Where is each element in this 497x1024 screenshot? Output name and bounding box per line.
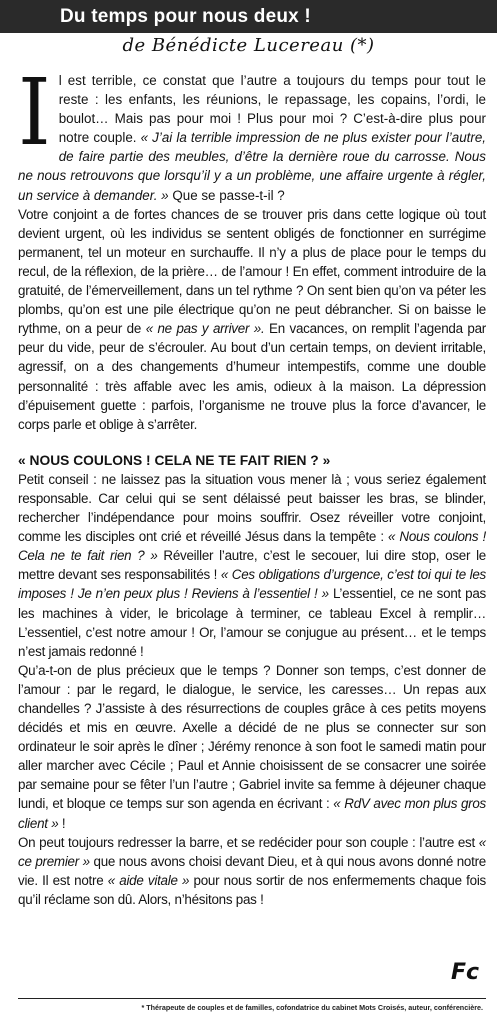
para5-quote-1: « ce premier »	[18, 834, 486, 869]
end-mark-logo: Fc	[451, 960, 480, 985]
intro-text: l est terrible, ce constat que l’autre a toujours du temps pour tout le reste : les enfants, les réunions, le repassage, les copains, l’ordi, le boulot… Mais pas pour moi ! Plus pour moi ? C’est-à-dire plus pour notre couple.	[58, 73, 486, 146]
paragraph-5	[18, 833, 486, 909]
article-body	[18, 59, 487, 909]
paragraph-3	[18, 470, 486, 661]
para3-text-a: Petit conseil : ne laissez pas la situation vous mener là ; vous seriez également responsable. Car celui qui se sent délaissé peut baisser les bras, se blinder, rechercher l’indépendance pour moins souffrir. Osez réveiller votre conjoint, comme les disciples ont crié et réveillé Jésus dans la tempête :	[18, 471, 486, 545]
para5-text-b: que nous avons choisi devant Dieu, et à qui nous avons donné notre vie. Il est notre	[18, 853, 487, 888]
intro-end: Que se passe-t-il ?	[168, 187, 285, 203]
author-byline: de Bénédicte Lucereau (*)	[122, 35, 375, 56]
author-footnote: * Thérapeute de couples et de familles, cofondatrice du cabinet Mots Croisés, auteur, conférencière.	[141, 1003, 483, 1012]
paragraph-2	[18, 205, 486, 434]
drop-cap: I	[18, 59, 51, 166]
para3-quote-2: « Ces obligations d’urgence, c’est toi qui te les imposes ! Je n’en peux plus ! Reviens à l’essentiel ! »	[18, 567, 486, 602]
article-title: Du temps pour nous deux !	[0, 0, 497, 33]
para5-text-c: pour nous sortir de nos enfermements chaque fois qu’il réclame son dû. Alors, n’hésitons pas !	[18, 872, 486, 907]
para3-text-b: Réveiller l’autre, c’est le secouer, lui dire stop, oser le mettre devant ses responsabilités !	[18, 548, 487, 583]
paragraph-4	[18, 661, 486, 833]
intro-quote: « J’ai la terrible impression de ne plus exister pour l’autre, de faire partie des meubles, d’être la dernière roue du carrosse. Nous ne nous retrouvons que lorsqu’il y a un problème, une affaire urgente à régler, un service à demander. »	[18, 130, 486, 203]
para3-quote-1: « Nous coulons ! Cela ne te fait rien ? »	[18, 529, 486, 564]
para5-quote-2: « aide vitale »	[107, 872, 190, 888]
para4-text-a: Qu’a-t-on de plus précieux que le temps ? Donner son temps, c’est donner de l’amour : par le regard, le dialogue, le service, les caresses… Un repas aux chandelles ? J’assiste à des résurrections de couples grâce à ces petits moyens décidés et mis en œuvre. Axelle a décidé de ne plus se connecter sur son ordinateur le soir après le dîner ; Jérémy renonce à son foot le samedi matin pour aller marcher avec Cécile ; Paul et Annie choisissent de se consacrer une soirée par semaine pour se fêter l’un l’autre ; Gabriel invite sa femme à déjeuner chaque lundi, et bloque ce temps sur son agenda en écrivant :	[18, 662, 486, 812]
intro-paragraph	[18, 59, 486, 205]
para2-text-a: Votre conjoint a de fortes chances de se trouver pris dans cette logique où tout devient urgent, où les individus se sentent obligés de fonctionner en surrégime permanent, tel un moteur en surchauffe. Il n’y a plus de place pour le temps du recul, de la réflexion, de la prière… de l’amour ! En effet, comment introduire de la gratuité, de l’émerveillement, dans un tel rythme ? On sent bien qu’on va péter les plombs, qu’on est une pile électrique qu’on ne peut débrancher. Si on baisse le rythme, on a peur de	[18, 206, 486, 337]
para5-text-a: On peut toujours redresser la barre, et se redécider pour son couple : l’autre est	[18, 834, 479, 850]
section-subheading: « NOUS COULONS ! CELA NE TE FAIT RIEN ? »	[18, 452, 331, 468]
footnote-divider	[18, 998, 486, 999]
para4-text-b: !	[58, 815, 66, 831]
para4-quote: « RdV avec mon plus gros client »	[18, 796, 486, 831]
para3-text-c: L’essentiel, ce ne sont pas les machines à vider, le bricolage à terminer, ce tableau Excel à remplir… L’essentiel, c’est notre amour ! Or, l’amour se conjugue au présent… et le temps n’est jamais redonné !	[18, 586, 486, 659]
para2-quote: « ne pas y arriver ».	[145, 321, 265, 337]
para2-text-b: En vacances, on remplit l’agenda par peur du vide, peur de s’écrouler. Au bout d’un certain temps, on devient irritable, agressif, on a des changements d’humeur intempestifs, comme une double personnalité : très affable avec les amis, odieux à la maison. La dépression d’épuisement guette : parfois, l’organisme ne trouve plus la force d’avancer, le corps parle et oblige à s’arrêter.	[18, 321, 486, 432]
